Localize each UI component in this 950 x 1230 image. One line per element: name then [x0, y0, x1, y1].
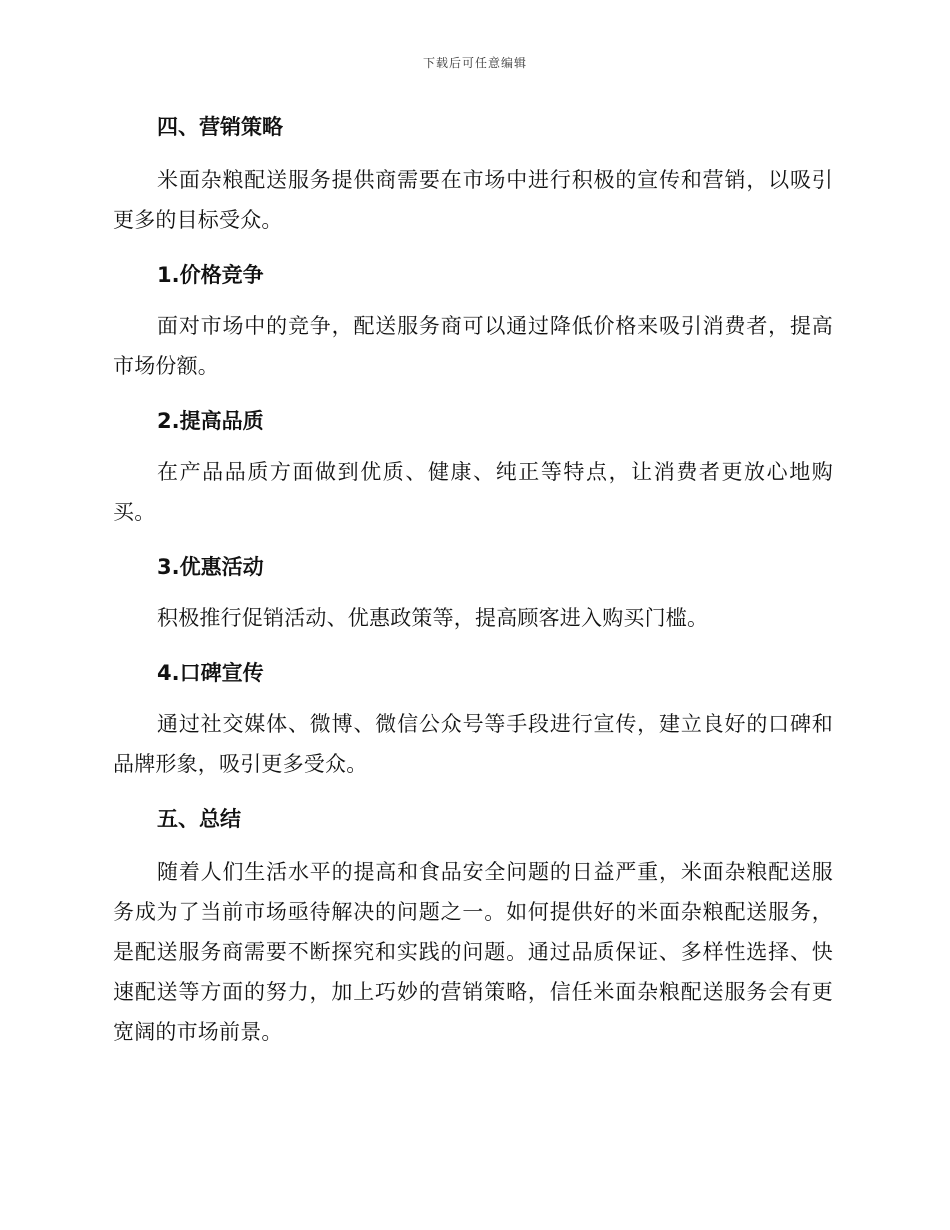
document-body	[113, 112, 833, 1052]
section-heading-summary: 五、总结	[157, 807, 241, 831]
subheading-word-of-mouth: 4.口碑宣传	[157, 661, 264, 685]
paragraph-word-of-mouth: 通过社交媒体、微博、微信公众号等手段进行宣传，建立良好的口碑和品牌形象，吸引更多受众。	[113, 712, 833, 776]
paragraph-promotions: 积极推行促销活动、优惠政策等，提高顾客进入购买门槛。	[157, 606, 709, 630]
subheading-promotions: 3.优惠活动	[157, 555, 264, 579]
paragraph-summary: 随着人们生活水平的提高和食品安全问题的日益严重，米面杂粮配送服务成为了当前市场亟待解决的问题之一。如何提供好的米面杂粮配送服务，是配送服务商需要不断探究和实践的问题。通过品质保证、多样性选择、快速配送等方面的努力，加上巧妙的营销策略，信任米面杂粮配送服务会有更宽阔的市场前景。	[113, 860, 833, 1044]
section-heading-marketing: 四、营销策略	[157, 115, 283, 139]
page-header: 下载后可任意编辑	[422, 56, 527, 70]
subheading-quality: 2.提高品质	[157, 409, 264, 433]
paragraph-marketing-intro: 米面杂粮配送服务提供商需要在市场中进行积极的宣传和营销，以吸引更多的目标受众。	[113, 168, 833, 232]
paragraph-price-competition: 面对市场中的竞争，配送服务商可以通过降低价格来吸引消费者，提高市场份额。	[113, 314, 833, 378]
paragraph-quality: 在产品品质方面做到优质、健康、纯正等特点，让消费者更放心地购买。	[113, 460, 833, 524]
subheading-price-competition: 1.价格竞争	[157, 263, 264, 287]
